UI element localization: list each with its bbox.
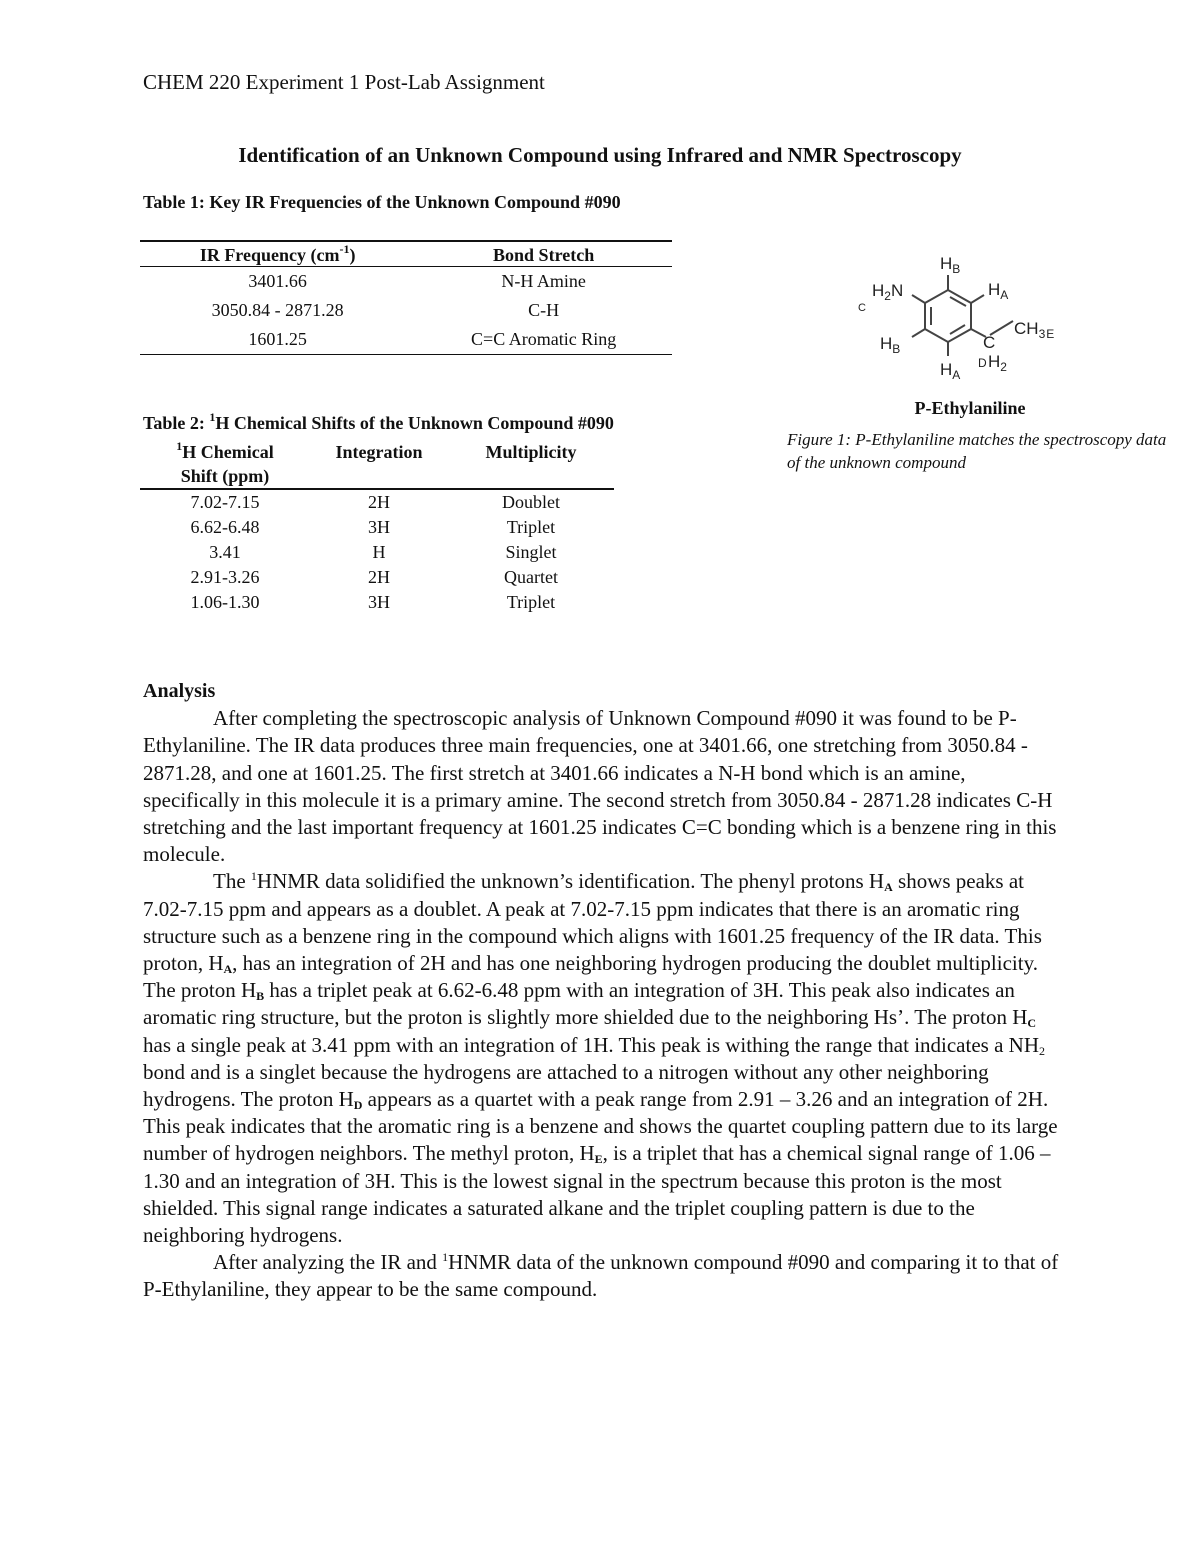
table2-header-integration: Integration [310, 440, 448, 489]
table1-header-frequency: IR Frequency $(cm^{-1})$ [140, 241, 415, 267]
ch2-carbon-label: C [983, 333, 996, 352]
analysis-section [143, 678, 1063, 1304]
table1-header-bond: Bond Stretch [415, 241, 672, 267]
table-cell: Quartet [504, 567, 558, 587]
table-row [140, 515, 614, 540]
table-cell: H [372, 542, 386, 562]
analysis-paragraph-3: After analyzing the IR and $^1$HNMR data of the unknown compound #090 and comparing it to that of P-Ethylaniline, they appear to be the same compound. [143, 1250, 1059, 1302]
table-cell: 3.41 [209, 542, 241, 562]
table-cell: Doublet [502, 492, 560, 512]
ha-bottom-label: $H_A$ [940, 360, 961, 382]
nmr-shift-table [140, 440, 614, 615]
ch3-label: $CH_3E$ [1014, 319, 1055, 341]
hb-top-label: $H_B$ [940, 254, 961, 276]
hb-left-label: $H_B$ [880, 334, 901, 356]
table-cell: Singlet [505, 542, 557, 562]
table1-caption: Table 1: Key IR Frequencies of the Unknown Compound #090 [143, 192, 621, 212]
table2-caption: Table 2: $^1$H Chemical Shifts of the Unknown Compound #090 [143, 410, 614, 433]
table-cell: 3H [368, 517, 390, 537]
compound-name: P-Ethylaniline [914, 398, 1026, 418]
table-row [140, 267, 672, 297]
table-row [140, 296, 672, 325]
table-row [140, 540, 614, 565]
table-cell: 1.06-1.30 [190, 592, 260, 612]
p-ethylaniline-structure [850, 245, 1110, 390]
nh2-label: $H_2N$ [872, 281, 904, 303]
h2-label: $H_2$ [988, 352, 1007, 374]
table2-header-multiplicity: Multiplicity [448, 440, 614, 489]
figure-caption: Figure 1: P-Ethylaniline matches the spectroscopy data of the unknown compound [787, 430, 1167, 472]
analysis-paragraph-1: After completing the spectroscopic analysis of Unknown Compound #090 it was found to be P-Ethylaniline. The IR data produces three main frequencies, one at 3401.66, one stretching from 3050.84 - 2871.28, and one at 1601.25. The first stretch at 3401.66 indicates a N-H bond which is an amine, specifically in this molecule it is a primary amine. The second stretch from 3050.84 - 2871.28 indicates C-H stretching and the last important frequency at 1601.25 indicates C=C bonding which is a benzene ring in this molecule. [143, 706, 1057, 867]
document-title: Identification of an Unknown Compound using Infrared and NMR Spectroscopy [238, 143, 962, 167]
table-cell: 3H [368, 592, 390, 612]
c-label: C [858, 302, 866, 314]
table-cell: N-H Amine [501, 271, 586, 291]
table-row [140, 325, 672, 355]
table-cell: 3401.66 [248, 271, 307, 291]
table-cell: 2.91-3.26 [190, 567, 260, 587]
table-row [140, 489, 614, 515]
table-row [140, 565, 614, 590]
table-cell: 1601.25 [248, 329, 307, 349]
table-cell: 3050.84 - 2871.28 [211, 300, 344, 320]
table-row [140, 590, 614, 615]
table2-header-shift: $^1$H Chemical Shift (ppm) [140, 440, 310, 489]
page-header: CHEM 220 Experiment 1 Post-Lab Assignment [143, 70, 545, 94]
table-cell: C-H [528, 300, 560, 320]
table-cell: 2H [368, 567, 390, 587]
table-cell: 2H [368, 492, 390, 512]
table-cell: 7.02-7.15 [190, 492, 260, 512]
ir-frequency-table [140, 240, 672, 355]
table-cell: Triplet [506, 592, 556, 612]
ha-right-label: $H_A$ [988, 280, 1009, 302]
table-cell: 6.62-6.48 [190, 517, 260, 537]
analysis-heading: Analysis [143, 680, 216, 702]
table-cell: Triplet [506, 517, 556, 537]
d-label: D [978, 356, 987, 370]
analysis-paragraph-2: The $^1$HNMR data solidified the unknown’s identification. The phenyl protons $H_A$ shows peaks at 7.02-7.15 ppm and appears as a doublet. A peak at 7.02-7.15 ppm indicates that there is an aromatic ring structure such as a benzene ring in the compound which aligns with 1601.25 frequency of the IR data. This proton, $H_A$, has an integration of 2H and has one neighboring hydrogen producing the doublet multiplicity. The proton $H_B$ has a triplet peak at 6.62-6.48 ppm with an integration of 3H. This peak also indicates an aromatic ring structure, but the proton is slightly more shielded due to the neighboring Hs’. The proton $H_C$ has a single peak at 3.41 ppm with an integration of 1H. This peak is withing the range that indicates a $NH_2$ bond and is a singlet because the hydrogens are attached to a nitrogen without any other neighboring hydrogens. The proton $H_D$ appears as a quartet with a peak range from 2.91 – 3.26 and an integration of 2H. This peak indicates that the aromatic ring is a benzene and shows the quartet coupling pattern due to its large number of hydrogen neighbors. The methyl proton, $H_E$, is a triplet that has a chemical signal range of 1.06 – 1.30 and an integration of 3H. This is the lowest signal in the spectrum because this proton is the most shielded. This signal range indicates a saturated alkane and the triplet coupling pattern is due to the neighboring hydrogens. [143, 869, 1058, 1248]
table-cell: C=C Aromatic Ring [471, 329, 617, 349]
